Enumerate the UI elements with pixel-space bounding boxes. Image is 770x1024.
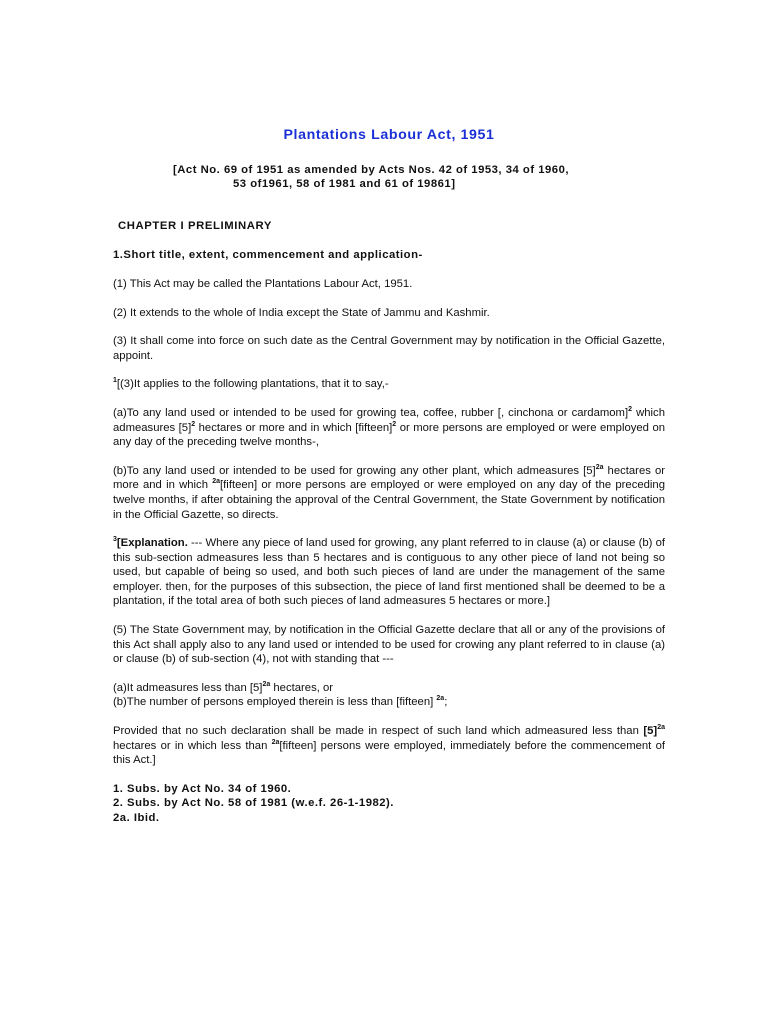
paragraph-4-text: [(3)It applies to the following plantations, that it to say,- (116, 378, 389, 391)
footnote-ref: 2a (271, 738, 280, 746)
footnotes (113, 782, 665, 826)
clause-b-text: hectares or more and in which (113, 464, 665, 492)
proviso-text: [5] (643, 725, 658, 738)
paragraph-1: (1) This Act may be called the Plantations Labour Act, 1951. (113, 277, 413, 290)
clause-b-text: [fifteen] or more persons are employed or were employed on any day of the preceding twelve months, if after obtaining the approval of the Central Government, the State Government by notification in the Official Gazette, so directs. (113, 479, 665, 521)
document-title: Plantations Labour Act, 1951 (283, 127, 495, 143)
footnote-1: 1. Subs. by Act No. 34 of 1960. (113, 782, 292, 795)
footnote-ref: 3 (113, 536, 117, 544)
explanation (113, 536, 665, 609)
proviso-text: hectares or in which less than (113, 739, 272, 752)
sub-clause-a (113, 681, 665, 696)
amendment-line-2: 53 of1961, 58 of 1981 and 61 of 19861] (233, 178, 456, 191)
paragraph-5: (5) The State Government may, by notification in the Official Gazette declare that all or any of the provisions of this Act shall apply also to any land used or intended to be used for crowing any plant referred to in clause (a) or clause (b) of sub-section (4), not with standing that --- (113, 624, 665, 666)
clause-b (113, 464, 665, 522)
chapter-heading: CHAPTER I PRELIMINARY (118, 219, 273, 232)
footnote-ref: 2a (436, 695, 445, 703)
sub-clause-b (113, 695, 665, 710)
footnote-ref: 1 (113, 377, 117, 385)
clause-a-text: or more persons are employed or were employed on any day of the preceding twelve months-, (113, 421, 666, 449)
sub-clause-a-text: (a)It admeasures less than [5] (113, 681, 263, 694)
clause-a (113, 406, 665, 450)
sub-clause-b-text: ; (444, 696, 448, 709)
explanation-text: --- Where any piece of land used for growing, any plant referred to in clause (a) or clause (b) of this sub-section admeasures less than 5 hectares and is contiguous to any other piece of land not being so used, but capable of being so used, and both such pieces of land are under the management of the same employer. then, for the purposes of this subsection, the piece of land first mentioned shall be deemed to be a plantation, if the total area of both such pieces of land admeasures 5 hectares or more.] (113, 537, 665, 608)
clause-a-text: hectares or more and in which [fifteen] (195, 421, 393, 434)
amendment-line-1: [Act No. 69 of 1951 as amended by Acts Nos. 42 of 1953, 34 of 1960, (173, 163, 569, 176)
footnote-2a: 2a. Ibid. (113, 812, 160, 824)
footnote-ref: 2 (191, 420, 196, 428)
footnote-ref: 2 (392, 420, 397, 428)
section-heading: 1.Short title, extent, commencement and application- (113, 249, 423, 262)
footnote-ref: 2 (628, 405, 633, 413)
amendment-note (113, 163, 665, 192)
proviso-text: Provided that no such declaration shall be made in respect of such land which admeasured less than (113, 725, 644, 738)
clause-a-text: (a)To any land used or intended to be used for growing tea, coffee, rubber [, cinchona or cardamom] (113, 406, 629, 419)
sub-clause-a-text: hectares, or (270, 681, 334, 694)
explanation-label: [Explanation. (116, 537, 188, 550)
footnote-ref: 2a (212, 478, 221, 486)
sub-clause-b-text: (b)The number of persons employed therein is less than [fifteen] (113, 696, 437, 709)
proviso-text: [fifteen] persons were employed, immediately before the commencement of this Act.] (113, 739, 665, 767)
clause-a-text: which admeasures [5] (113, 406, 665, 434)
paragraph-3: (3) It shall come into force on such date as the Central Government may by notification in the Official Gazette, appoint. (113, 335, 665, 362)
paragraph-4 (113, 377, 665, 392)
document-page (113, 128, 665, 826)
footnote-ref: 2a (262, 680, 271, 688)
paragraph-2: (2) It extends to the whole of India except the State of Jammu and Kashmir. (113, 306, 490, 319)
footnote-ref: 2a (657, 724, 665, 732)
proviso (113, 724, 665, 768)
clause-b-text: (b)To any land used or intended to be used for growing any other plant, which admeasures [5] (113, 464, 596, 477)
footnote-ref: 2a (595, 463, 604, 471)
footnote-2: 2. Subs. by Act No. 58 of 1981 (w.e.f. 26-1-1982). (113, 797, 394, 810)
